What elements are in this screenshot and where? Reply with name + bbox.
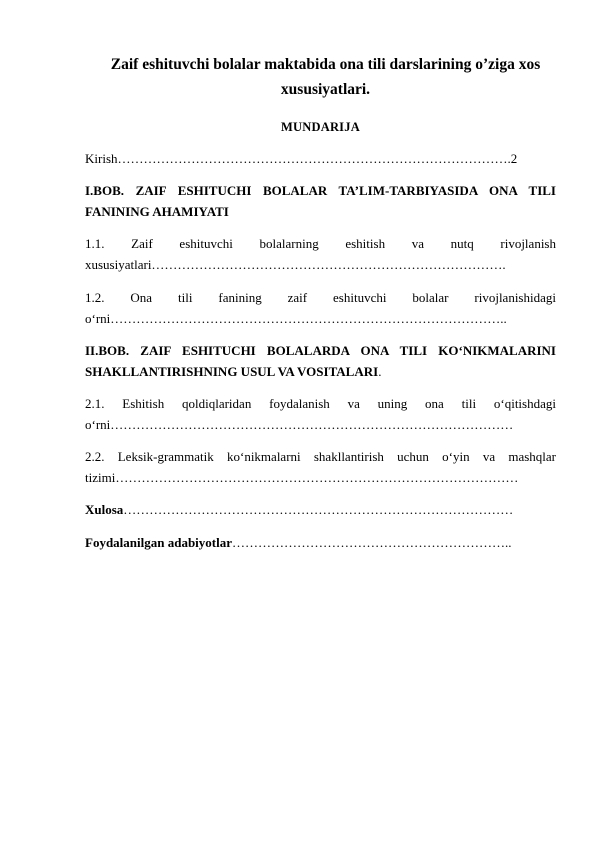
toc-entry-xulosa (85, 499, 556, 520)
toc-entry-2-2-line-2: tizimi………………………………………………………………………………… (85, 470, 519, 485)
toc-entry-chapter-1: I.BOB. ZAIF ESHITUCHI BOLALAR TA’LIM-TARBIYASIDA ONA TILI FANINING AHAMIYATI (85, 183, 556, 219)
toc-entry-2-1-line-2: o‘rni………………………………………………………………………………… (85, 417, 514, 432)
toc-entry-adabiyotlar (85, 532, 556, 553)
toc-entry-2-2 (85, 446, 556, 488)
document-page (85, 52, 556, 553)
toc-entry-xulosa-label: Xulosa (85, 502, 124, 517)
toc-entry-1-1-line-2: xususiyatlari………………………………………………………………………. (85, 257, 506, 272)
toc-entry-1-2-line-1: 1.2. Ona tili fanining zaif eshituvchi bolalar rivojlanishidagi (85, 290, 556, 305)
title-line-2: xususiyatlari. (280, 81, 371, 98)
toc-entry-2-1 (85, 393, 556, 435)
toc-entry-1-1-line-1: 1.1. Zaif eshituvchi bolalarning eshitish va nutq rivojlanish (85, 236, 556, 251)
document-title (85, 52, 556, 102)
toc-entry-chapter-2 (85, 340, 556, 382)
toc-entry-kirish: Kirish……………………………………………………………………………….2 (85, 151, 518, 166)
title-line-1: Zaif eshituvchi bolalar maktabida ona tili darslarining o’ziga xos (110, 56, 541, 73)
toc-entry-1-2-line-2: o‘rni……………………………………………………………………………….. (85, 311, 507, 326)
contents-heading: MUNDARIJA (281, 120, 360, 134)
toc-entry-chapter-2-title: II.BOB. ZAIF ESHITUCHI BOLALARDA ONA TILI KO‘NIKMALARINI SHAKLLANTIRISHNING USUL VA VOSITALARI (85, 343, 556, 379)
toc-entry-1-1 (85, 233, 556, 275)
toc-entry-adabiyotlar-dots: ……………………………………………………….. (232, 535, 512, 550)
toc-entry-2-2-line-1: 2.2. Leksik-grammatik ko‘nikmalarni shakllantirish uchun o‘yin va mashqlar (85, 449, 556, 464)
toc-entry-chapter-2-period: . (378, 364, 382, 379)
toc-entry-xulosa-dots: ……………………………………………………………………………… (123, 502, 514, 517)
toc-entry-adabiyotlar-label: Foydalanilgan adabiyotlar (85, 535, 232, 550)
toc-entry-1-2 (85, 287, 556, 329)
toc-entry-2-1-line-1: 2.1. Eshitish qoldiqlaridan foydalanish va uning ona tili o‘qitishdagi (85, 396, 556, 411)
